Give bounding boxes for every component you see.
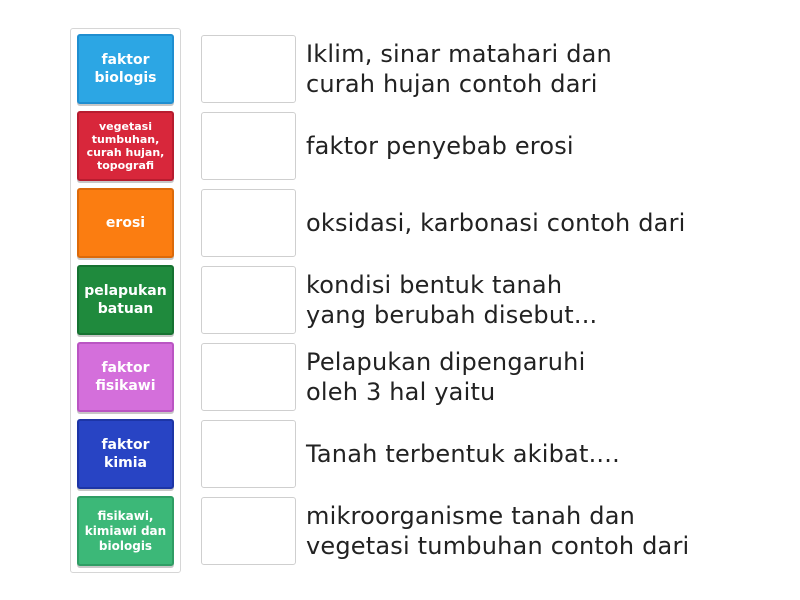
prompt-line: vegetasi tumbuhan contoh dari bbox=[306, 532, 690, 560]
prompt-line: oleh 3 hal yaitu bbox=[306, 378, 496, 406]
prompt-line: Pelapukan dipengaruhi bbox=[306, 348, 586, 376]
prompt-line: faktor penyebab erosi bbox=[306, 132, 574, 160]
prompt-text bbox=[306, 112, 756, 180]
answer-tile-label: faktor kimia bbox=[101, 437, 150, 471]
answer-tile-label: fisikawi, kimiawi dan biologis bbox=[84, 508, 167, 553]
prompt-text bbox=[306, 189, 756, 257]
answer-tile[interactable] bbox=[77, 111, 174, 181]
prompt-text bbox=[306, 420, 756, 488]
answer-tile-label: faktor biologis bbox=[94, 52, 157, 86]
answer-tile-label: vegetasi tumbuhan, curah hujan, topografi bbox=[86, 120, 165, 172]
prompt-line: kondisi bentuk tanah bbox=[306, 271, 563, 299]
match-row bbox=[201, 343, 761, 411]
match-row bbox=[201, 266, 761, 334]
match-row bbox=[201, 112, 761, 180]
prompt-line: Iklim, sinar matahari dan bbox=[306, 40, 612, 68]
match-row bbox=[201, 497, 761, 565]
drop-target[interactable] bbox=[201, 112, 296, 180]
prompt-text bbox=[306, 343, 756, 411]
prompt-line: curah hujan contoh dari bbox=[306, 70, 598, 98]
match-row bbox=[201, 35, 761, 103]
prompt-line: Tanah terbentuk akibat.... bbox=[306, 440, 620, 468]
match-row bbox=[201, 189, 761, 257]
answer-tile[interactable] bbox=[77, 188, 174, 258]
drop-target[interactable] bbox=[201, 189, 296, 257]
prompt-text bbox=[306, 266, 756, 334]
prompt-text bbox=[306, 497, 756, 565]
match-row bbox=[201, 420, 761, 488]
drop-target[interactable] bbox=[201, 343, 296, 411]
answer-tile[interactable] bbox=[77, 265, 174, 335]
drop-target[interactable] bbox=[201, 35, 296, 103]
answer-tile[interactable] bbox=[77, 342, 174, 412]
prompt-line: oksidasi, karbonasi contoh dari bbox=[306, 209, 686, 237]
prompt-text bbox=[306, 35, 756, 103]
prompt-line: mikroorganisme tanah dan bbox=[306, 502, 636, 530]
answer-tile[interactable] bbox=[77, 496, 174, 566]
drop-target[interactable] bbox=[201, 497, 296, 565]
prompt-line: yang berubah disebut... bbox=[306, 301, 598, 329]
answer-tile-label: faktor fisikawi bbox=[95, 360, 156, 394]
answer-tile-label: erosi bbox=[105, 215, 146, 231]
drop-target[interactable] bbox=[201, 266, 296, 334]
answer-tile-panel bbox=[70, 28, 181, 573]
answer-tile[interactable] bbox=[77, 419, 174, 489]
answer-tile[interactable] bbox=[77, 34, 174, 104]
drop-target[interactable] bbox=[201, 420, 296, 488]
answer-tile-label: pelapukan batuan bbox=[84, 283, 167, 317]
